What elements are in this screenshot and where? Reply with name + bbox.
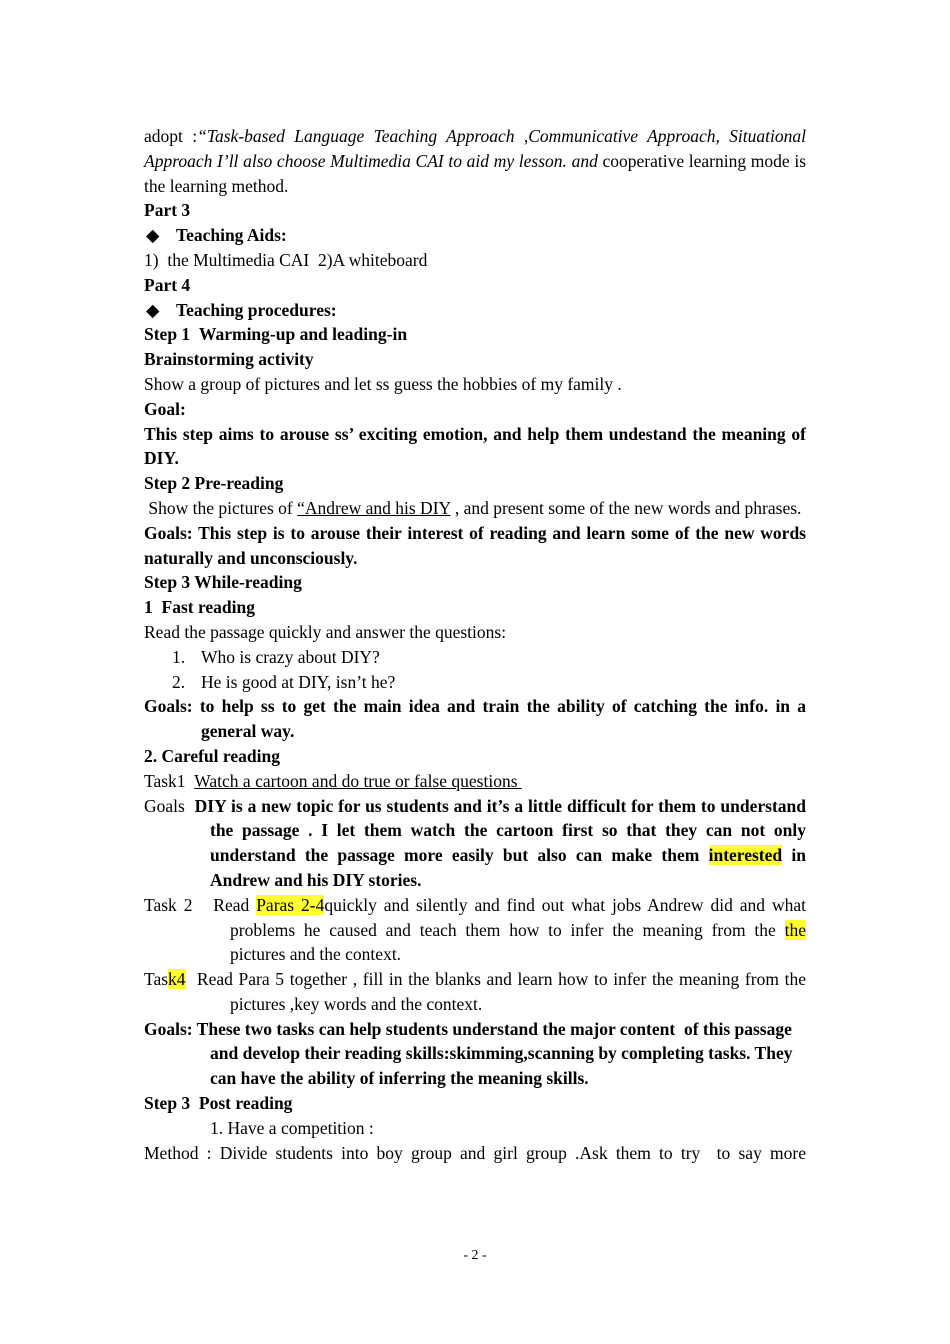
task1-label: Task1 — [144, 770, 195, 791]
diamond-bullet-icon: ◆ — [146, 299, 160, 320]
question-number: 1. — [172, 646, 186, 667]
part3-heading: Part 3 — [144, 200, 191, 221]
aids-text: 1) the Multimedia CAI 2)A whiteboard — [144, 249, 428, 270]
highlight-the: the — [784, 919, 806, 940]
pre-reading-text — [144, 496, 806, 521]
pre-reading-title: “Andrew and his DIY — [297, 497, 451, 518]
part4-heading: Part 4 — [144, 274, 191, 295]
task4-text: Read Para 5 together , fill in the blanks and learn how to infer the meaning from the pictures ,key words and the context. — [185, 969, 806, 1014]
task2-text: quickly and silently and find out what jobs Andrew did and what problems he caused and teach them how to infer the meaning from the — [230, 894, 806, 940]
intro-tail: cooperative learning mode is the learning method. — [144, 150, 807, 196]
task1-line — [144, 769, 806, 794]
question-number: 2. — [172, 671, 186, 692]
aids-heading: Teaching Aids: — [176, 225, 287, 246]
highlight-k4: k4 — [168, 969, 186, 990]
step3-heading: Step 3 While-reading — [144, 572, 302, 593]
goals3-text: Goals: to help ss to get the main idea and train the ability of catching the info. in a general way. — [144, 696, 806, 742]
intro-lead: adopt : — [144, 126, 198, 146]
method-text: Method : Divide students into boy group and girl group .Ask them to try to say more — [144, 1142, 806, 1163]
fast-reading-heading: 1 Fast reading — [144, 597, 255, 618]
goals2-text: Goals: This step is to arouse their interest of reading and learn some of the new words naturally and unconsciously. — [144, 522, 806, 568]
goals4-label: Goals — [144, 795, 195, 816]
step2-heading: Step 2 Pre-reading — [144, 473, 284, 494]
task2-lead: Task 2 Read — [144, 894, 257, 915]
highlight-interested: interested — [708, 845, 783, 866]
procedures-heading: Teaching procedures: — [176, 299, 337, 320]
careful-reading-heading: 2. Careful reading — [144, 745, 280, 766]
show-pictures-text: Show a group of pictures and let ss guess the hobbies of my family . — [144, 373, 622, 394]
task2-paragraph — [144, 893, 806, 967]
pre-reading-tail: , and present some of the new words and phrases. — [450, 497, 802, 518]
intro-paragraph — [144, 124, 806, 198]
goals4-text: DIY is a new topic for us students and it’s a little difficult for them to understand the passage . I let them watch the cartoon first so that they can not only understand the passage more easily but also can make them — [194, 795, 806, 866]
step3-post-heading: Step 3 Post reading — [144, 1093, 293, 1114]
page-number: - 2 - — [463, 1248, 487, 1263]
task4-lead: Tas — [144, 969, 169, 990]
goal-label: Goal: — [144, 398, 186, 419]
question-text: He is good at DIY, isn’t he? — [201, 671, 396, 692]
task4-paragraph — [144, 967, 806, 1017]
highlight-paras: Paras 2-4 — [256, 894, 325, 915]
read-quickly-text: Read the passage quickly and answer the questions: — [144, 621, 507, 642]
aids-heading-line — [144, 223, 806, 248]
task1-text: Watch a cartoon and do true or false questions — [194, 770, 522, 791]
intro-approaches: “Task-based Language Teaching Approach ,Communicative Approach, Situational Approach I’ll also choose Multimedia CAI to aid my lesson. and — [144, 126, 806, 171]
diamond-bullet-icon: ◆ — [146, 225, 160, 246]
goals5-text: Goals: These two tasks can help students understand the major content of this passage and develop their reading skills:skimming,scanning by completing tasks. They can have the ability of inferring the meaning skills. — [144, 1018, 793, 1089]
question-item — [144, 645, 806, 670]
question-text: Who is crazy about DIY? — [201, 646, 380, 667]
question-item — [144, 670, 806, 695]
procedures-heading-line — [144, 298, 806, 323]
document-body — [144, 124, 806, 1165]
competition-text: 1. Have a competition : — [210, 1117, 374, 1138]
brainstorm-heading: Brainstorming activity — [144, 349, 314, 370]
goals4-paragraph — [144, 794, 806, 893]
goal1-text: This step aims to arouse ss’ exciting emotion, and help them undestand the meaning of DIY. — [144, 423, 806, 469]
goals4-tail: in Andrew and his DIY stories. — [210, 845, 806, 890]
task2-tail: pictures and the context. — [230, 944, 402, 965]
pre-reading-lead: Show the pictures of — [144, 497, 298, 518]
step1-heading: Step 1 Warming-up and leading-in — [144, 324, 408, 345]
